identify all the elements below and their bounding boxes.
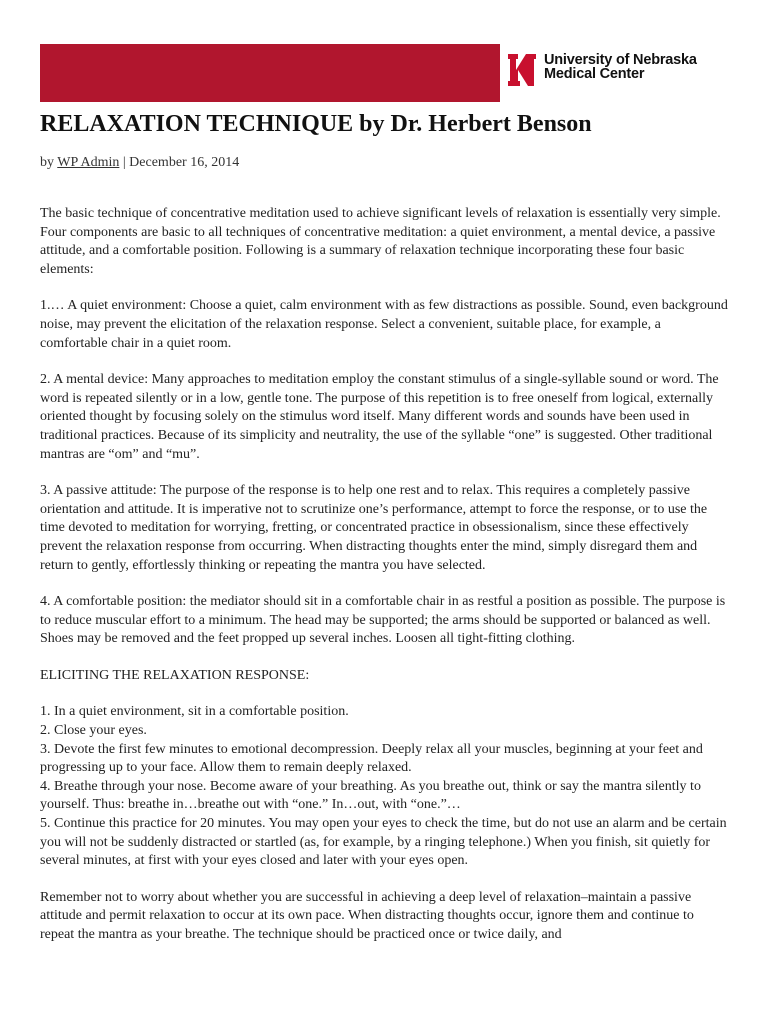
post-date: December 16, 2014 — [129, 155, 240, 170]
byline — [40, 155, 239, 171]
steps-list — [40, 703, 730, 870]
logo-line-1: University of Nebraska — [544, 52, 697, 68]
step-item: 2. Close your eyes. — [40, 723, 147, 739]
logo-wordmark — [544, 53, 697, 81]
logo-line-2: Medical Center — [544, 66, 645, 82]
step-item: 3. Devote the first few minutes to emotional decompression. Deeply relax all your muscles, beginning at your feet and progressing up to your face. Allow them to remain deeply relaxed. — [40, 741, 703, 776]
intro-paragraph: The basic technique of concentrative meditation used to achieve significant levels of relaxation is essentially very simple. Four components are basic to all techniques of concentrative meditation: a quiet environment, a mental device, a passive attitude, and a comfortable position. Following is a summary of relaxation technique incorporating these four basic elements: — [40, 206, 721, 277]
component-paragraph: 3. A passive attitude: The purpose of the response is to help one rest and to relax. This requires a completely passive orientation and attitude. It is imperative not to scrutinize one’s performance, attempt to force the response, or to use the time devoted to meditation for worrying, fretting, or concentrated practice in obsessionalism, since these effectively prevent the relaxation response from occurring. When distracting thoughts enter the mind, simply disregard them and return to gently, effortlessly thinking or repeating the mantra you have selected. — [40, 483, 708, 573]
component-paragraph: 4. A comfortable position: the mediator should sit in a comfortable chair in as restful a position as possible. The purpose is to reduce muscular effort to a minimum. The head may be supported; the arms should be supported or balanced as well. Shoes may be removed and the feet propped up several inches. Loosen all tight-fitting clothing. — [40, 594, 726, 647]
closing-paragraph: Remember not to worry about whether you are successful in achieving a deep level of relaxation–maintain a passive attitude and permit relaxation to occur at its own pace. When distracting thoughts occur, ignore them and continue to repeat the mantra as your breathe. The technique should be practiced once or twice daily, and — [40, 889, 694, 942]
byline-prefix: by — [40, 155, 58, 170]
header-banner — [40, 44, 500, 102]
author-link[interactable]: WP Admin — [57, 155, 120, 170]
section-heading: ELICITING THE RELAXATION RESPONSE: — [40, 667, 310, 683]
article-title: RELAXATION TECHNIQUE by Dr. Herbert Benson — [40, 111, 592, 137]
unmc-logo[interactable] — [506, 48, 746, 92]
step-item: 1. In a quiet environment, sit in a comfortable position. — [40, 704, 349, 720]
step-item: 5. Continue this practice for 20 minutes. You may open your eyes to check the time, but do not use an alarm and be certain you will not be suddenly distracted or startled (as, for example, by a ringing telephone.) When you finish, sit quietly for several minutes, at first with your eyes closed and later with your eyes open. — [40, 816, 727, 869]
step-item: 4. Breathe through your nose. Become aware of your breathing. As you breathe out, think or say the mantra silently to yourself. Thus: breathe in…breathe out with “one.” In…out, with “one.”… — [40, 778, 701, 813]
article-body — [40, 205, 730, 963]
unmc-n-logo-icon — [506, 50, 540, 90]
byline-separator: | — [119, 155, 130, 170]
component-paragraph: 2. A mental device: Many approaches to meditation employ the constant stimulus of a single-syllable sound or word. The word is repeated silently or in a low, gentle tone. The purpose of this repetition is to free oneself from logical, externally oriented thought by focusing solely on the stimulus word itself. Many different words and sounds have been used in traditional practices. Because of its simplicity and neutrality, the use of the syllable “one” is suggested. Other traditional mantras are “om” and “mu”. — [40, 372, 719, 462]
component-paragraph: 1.… A quiet environment: Choose a quiet, calm environment with as few distractions as possible. Sound, even background noise, may prevent the elicitation of the relaxation response. Select a convenient, suitable place, for example, a comfortable chair in a quiet room. — [40, 298, 728, 351]
